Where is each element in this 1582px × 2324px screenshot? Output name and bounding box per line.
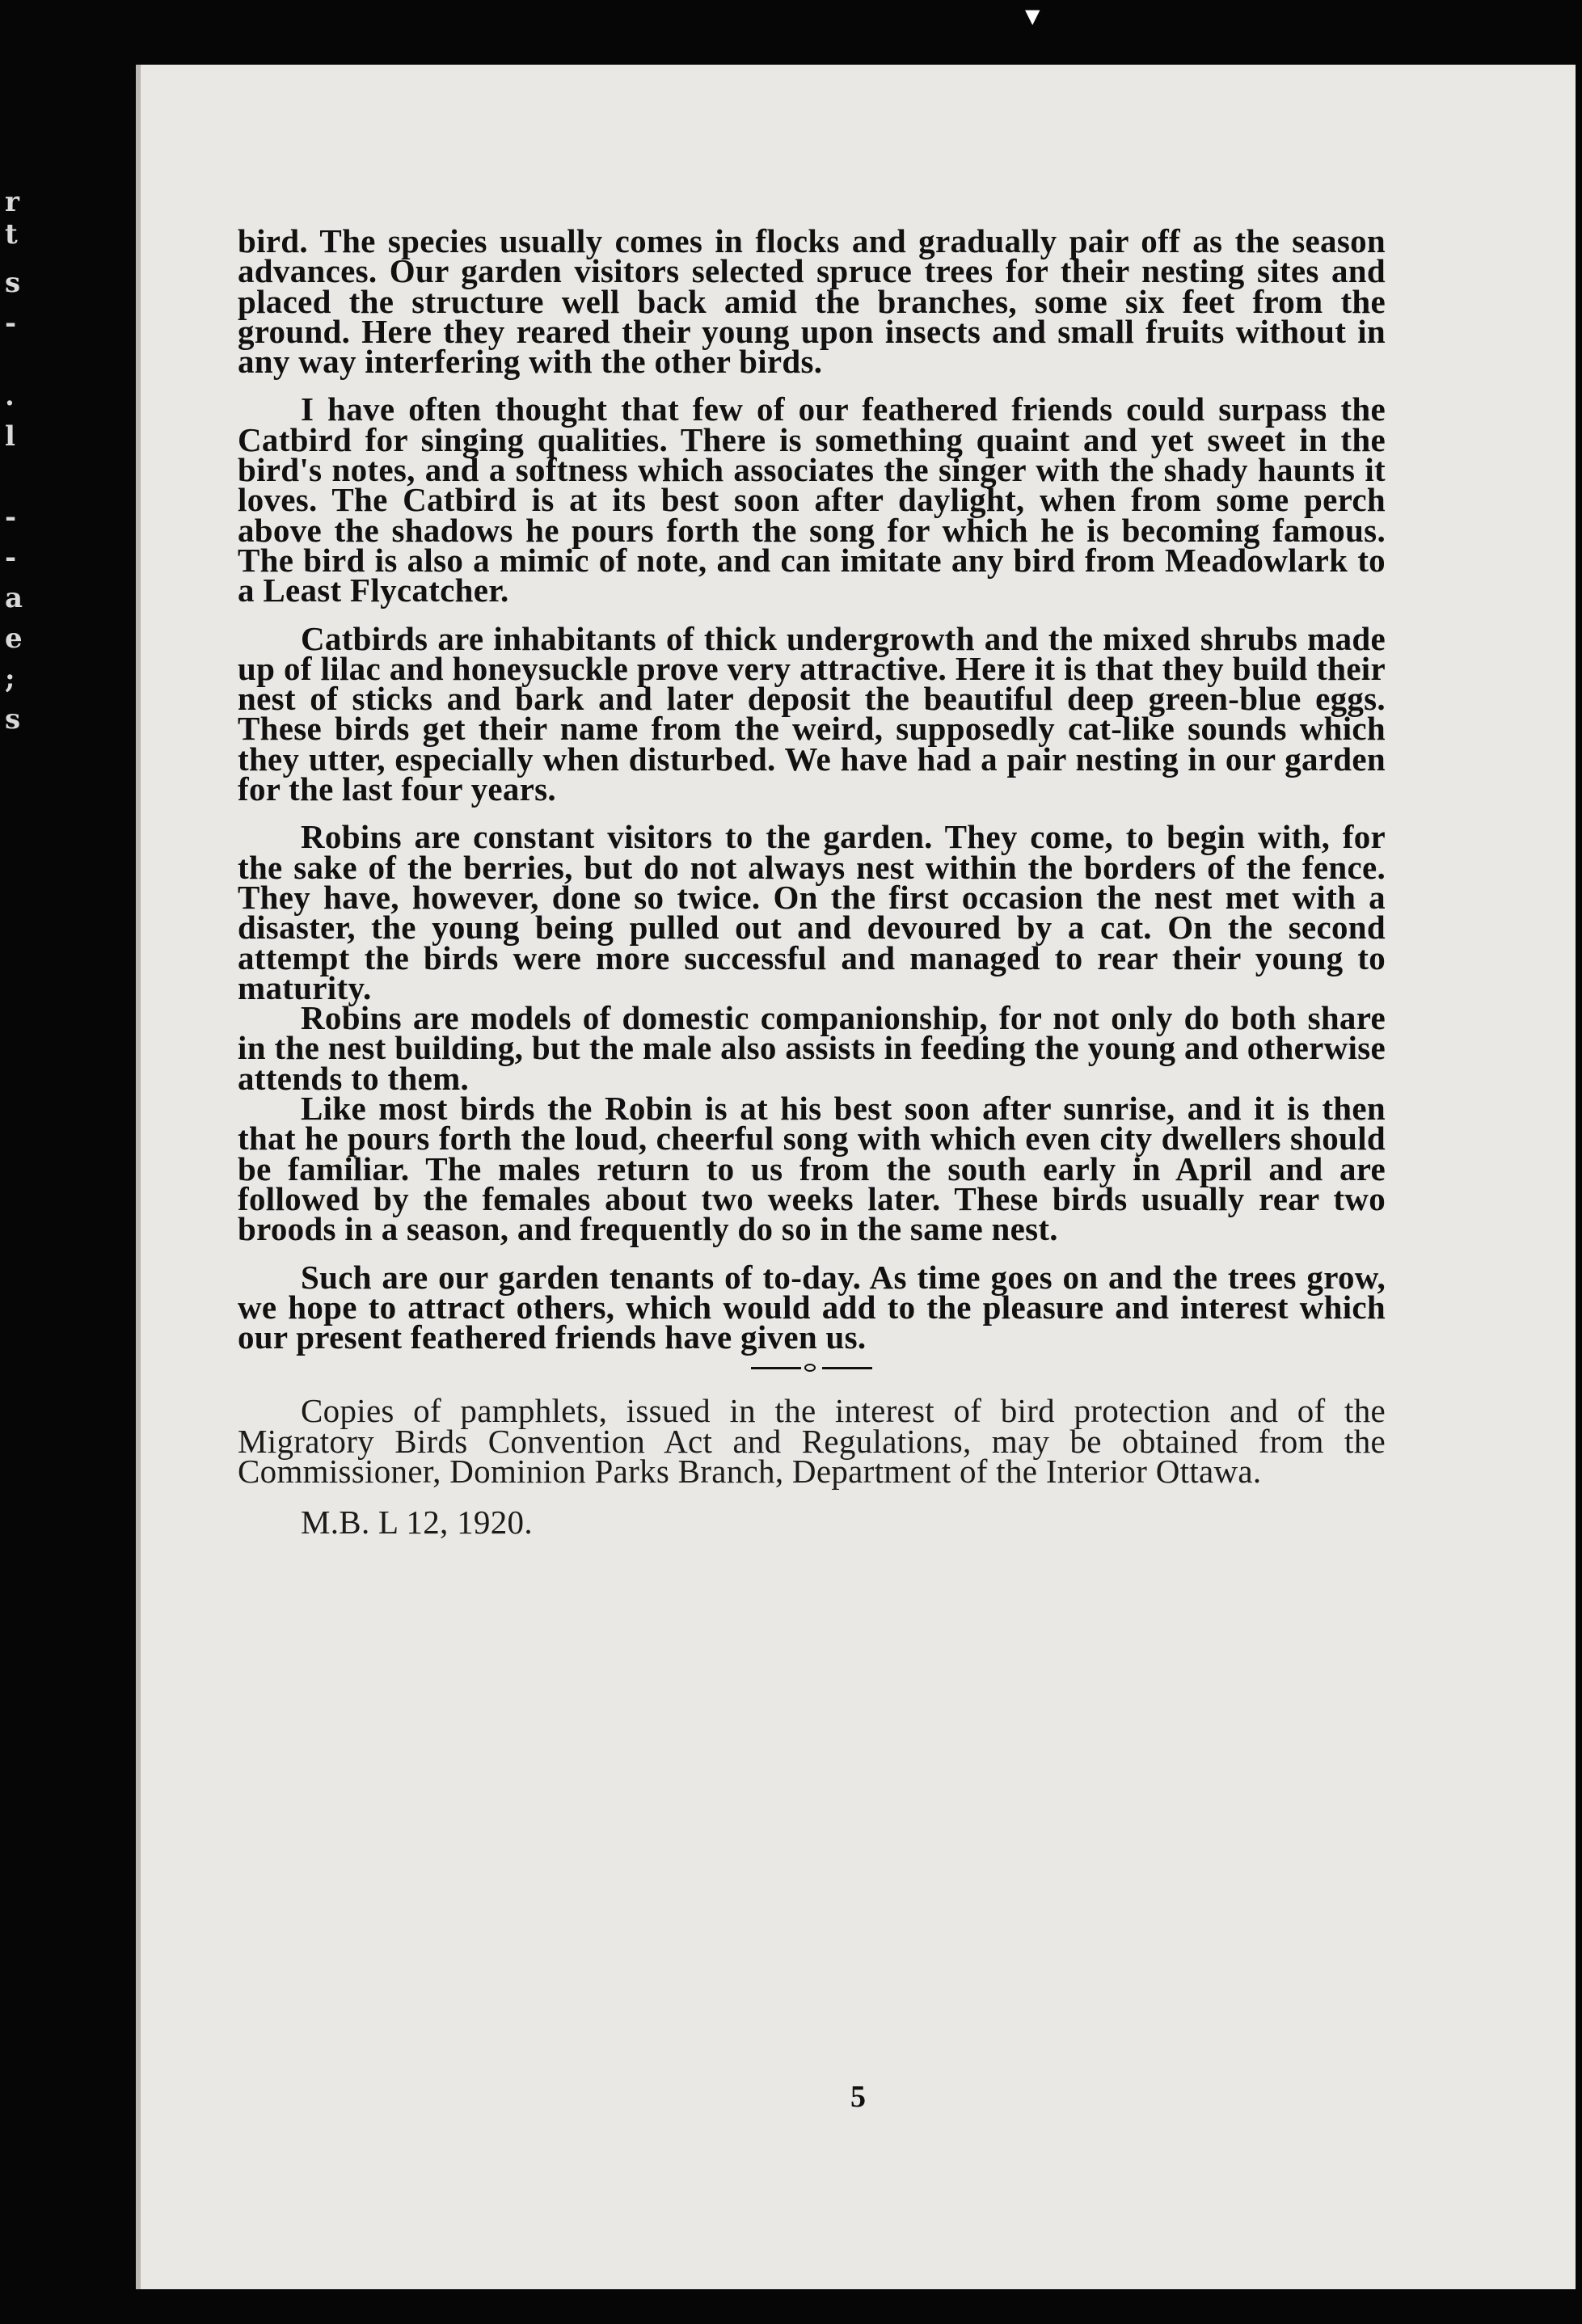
pamphlet-note: Copies of pamphlets, issued in the interest of bird protection and of the Migratory Birds Convention Act and Regulations, may be obtained from the Commissioner, Dominion Parks Branch, Department of the Interior Ottawa. bbox=[238, 1392, 1386, 1490]
publication-reference: M.B. L 12, 1920. bbox=[301, 1504, 533, 1542]
margin-fragment: l bbox=[5, 420, 15, 453]
margin-fragment: s bbox=[5, 703, 21, 736]
margin-fragment: ; bbox=[5, 663, 15, 695]
margin-fragment: . bbox=[5, 380, 15, 412]
scan-artifact-mark: ▼ bbox=[1025, 5, 1040, 27]
section-divider bbox=[751, 1364, 872, 1372]
margin-fragment: a bbox=[5, 582, 23, 614]
paragraph-robin-song: Like most birds the Robin is at his best soon after sunrise, and it is then that he pours forth the loud, cheerful song with which even city dwellers should be familiar. The males return to us from the south early in April and are followed by the females about two weeks later. These birds usually rear two broods in a season, and frequently do so in the same nest. bbox=[238, 1090, 1386, 1248]
margin-fragment: - bbox=[5, 501, 17, 534]
margin-fragment: s bbox=[5, 267, 21, 299]
margin-fragment: t bbox=[5, 218, 18, 251]
margin-fragment: r bbox=[5, 186, 19, 218]
paragraph-robin-companionship: Robins are models of domestic companionship, for not only do both share in the nest building, but the male also assists in feeding the young and otherwise attends to them. bbox=[238, 999, 1386, 1097]
paragraph-catbird-song: I have often thought that few of our feathered friends could surpass the Catbird for singing qualities. There is something quaint and yet sweet in the bird's notes, and a softness which associates the singer with the shady haunts it loves. The Catbird is at its best soon after daylight, when from some perch above the shadows he pours forth the song for which he is becoming famous. The bird is also a mimic of note, and can imitate any bird from Meadowlark to a Least Flycatcher. bbox=[238, 390, 1386, 609]
paragraph-robin-visitors: Robins are constant visitors to the garden. They come, to begin with, for the sake of the berries, but do not always nest within the borders of the fence. They have, however, done so twice. On the first occasion the nest met with a disaster, the young being pulled out and devoured by a cat. On the second attempt the birds were more successful and managed to rear their young to maturity. bbox=[238, 818, 1386, 1006]
margin-fragment: - bbox=[5, 307, 17, 340]
page-number: 5 bbox=[850, 2080, 866, 2114]
margin-fragment: e bbox=[5, 622, 23, 655]
paragraph-robin-catbird-intro: bird. The species usually comes in flocks and gradually pair off as the season advances. Our garden visitors selected spruce trees for their nesting sites and placed the structure well back amid the branches, some six feet from the ground. Here they reared their young upon insects and small fruits without in any way interfering with the other birds. bbox=[238, 222, 1386, 381]
adjacent-page-edge bbox=[0, 186, 32, 752]
body-text bbox=[238, 222, 1386, 1542]
paragraph-conclusion: Such are our garden tenants of to-day. As time goes on and the trees grow, we hope to attract others, which would add to the pleasure and interest which our present feathered friends have given us. bbox=[238, 1258, 1386, 1356]
paragraph-catbird-nesting: Catbirds are inhabitants of thick undergrowth and the mixed shrubs made up of lilac and honeysuckle prove very attractive. Here it is that they build their nest of sticks and bark and later deposit the beautiful deep green-blue eggs. These birds get their name from the weird, supposedly cat-like sounds which they utter, especially when disturbed. We have had a pair nesting in our garden for the last four years. bbox=[238, 619, 1386, 808]
margin-fragment: - bbox=[5, 542, 17, 574]
document-page bbox=[136, 65, 1576, 2289]
